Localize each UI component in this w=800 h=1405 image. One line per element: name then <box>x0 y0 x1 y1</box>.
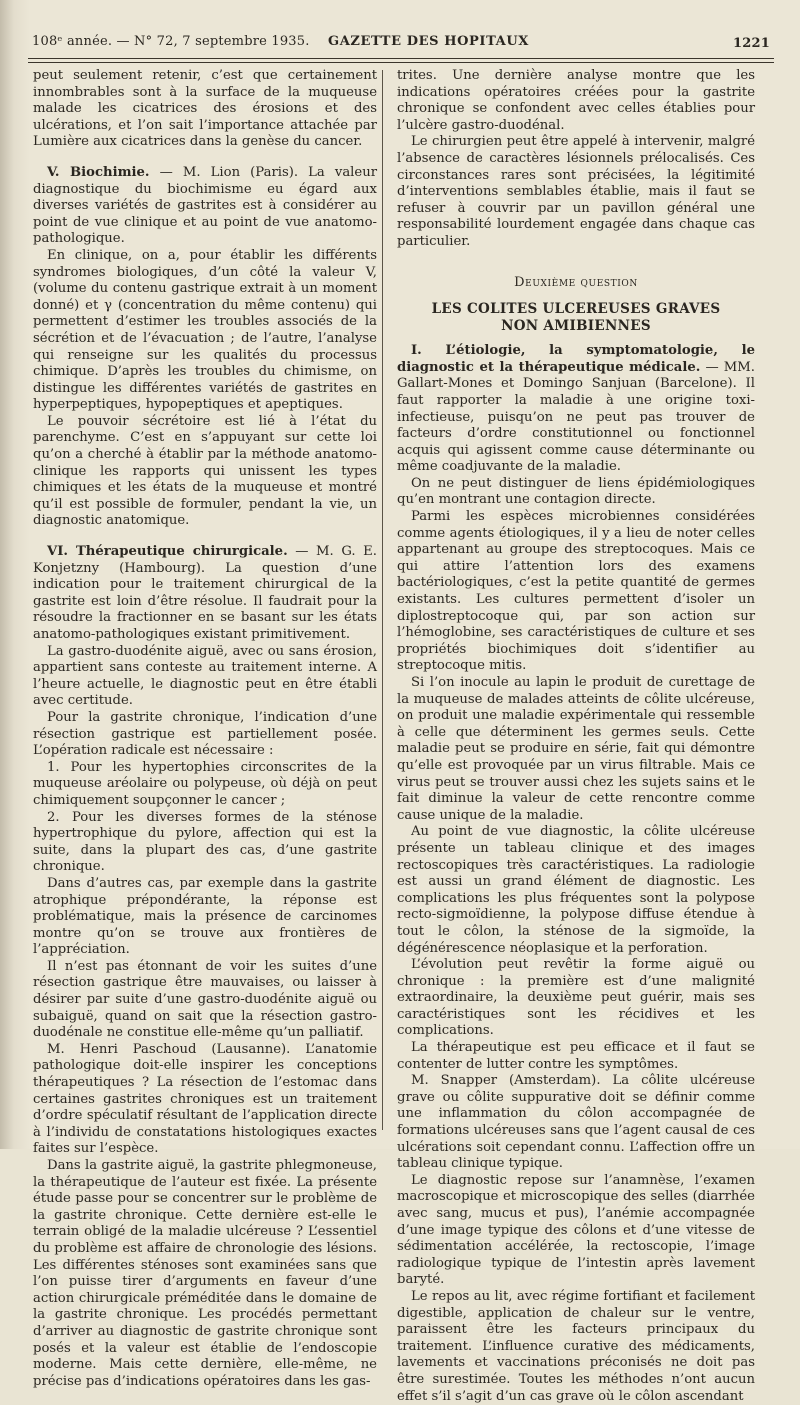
section-paragraph <box>33 165 377 248</box>
issue-info: 108ᵉ année. — N° 72, 7 septembre 1935. <box>32 34 310 49</box>
section-heading: VI. Thérapeutique chirurgicale. <box>47 544 288 560</box>
left-column <box>33 68 377 1390</box>
journal-title: GAZETTE DES HOPITAUX <box>328 34 529 49</box>
right-column <box>397 68 755 1405</box>
paragraph: La gastro-duodénite aiguë, avec ou sans érosion, appartient sans conteste au traitement interne. A l’heure actuelle, le diagnostic peut en être établi avec certitude. <box>33 643 377 709</box>
paragraph: Il n’est pas étonnant de voir les suites d’une résection gastrique être mauvaises, ou laisser à désirer par suite d’une gastro-duodénite aiguë ou subaiguë, quand on sait que la résection gastro-duodénale ne constitue elle-même qu’un palliatif. <box>33 958 377 1041</box>
paragraph: M. Snapper (Amsterdam). La côlite ulcéreuse grave ou côlite suppurative doit se définir comme une inflammation du côlon accompagnée de formations ulcéreuses sans que l’agent causal de ces ulcérations soit cependant connu. L’affection offre un tableau clinique typique. <box>397 1073 755 1172</box>
paragraph: La thérapeutique est peu efficace et il faut se contenter de lutter contre les symptômes. <box>397 1040 755 1072</box>
paragraph: L’évolution peut revêtir la forme aiguë ou chronique : la première est d’une malignité extraordinaire, la deuxième peut guérir, mais ses caractéristiques sont les récidives et les complications. <box>397 957 755 1039</box>
list-item: 2. Pour les diverses formes de la sténose hypertrophique du pylore, affection qui est la suite, dans la plupart des cas, d’une gastrite chronique. <box>33 809 377 875</box>
paragraph: Le repos au lit, avec régime fortifiant et facilement digestible, application de chaleur sur le ventre, paraissent être les facteurs principaux du traitement. L’influence curative des médicaments, lavements et vaccinations préconisés ne doit pas être surestimée. Toutes les méthodes n’ont aucun effet s’il s’agit d’un cas grave où le côlon ascendant <box>397 1288 755 1404</box>
section-heading: V. Biochimie. <box>47 164 150 180</box>
paragraph: M. Henri Paschoud (Lausanne). L’anatomie pathologique doit-elle inspirer les conceptions thérapeutiques ? La résection de l’estomac dans certaines gastrites chroniques est un traitement d’ordre spéculatif résultant de l’application directe à l’individu de constatations histologiques exactes faites sur l’espèce. <box>33 1041 377 1157</box>
section-paragraph <box>397 343 755 476</box>
question-title-line: LES COLITES ULCEREUSES GRAVES <box>431 301 721 318</box>
column-divider <box>382 70 383 1130</box>
paragraph: Pour la gastrite chronique, l’indication d’une résection gastrique est partiellement posée. L’opération radicale est nécessaire : <box>33 709 377 759</box>
paragraph: Si l’on inocule au lapin le produit de curettage de la muqueuse de malades atteints de côlite ulcéreuse, on produit une maladie expérimentale qui ressemble à celle que déterminent les germes seuls. Cette maladie peut se produire en série, fait qui démontre qu’elle est provoquée par un virus filtrable. Mais ce virus peut se trouver aussi chez les sujets sains et le fait diminue la valeur de cette rencontre comme cause unique de la maladie. <box>397 675 755 823</box>
section-paragraph <box>33 544 377 644</box>
paragraph: Le diagnostic repose sur l’anamnèse, l’examen macroscopique et microscopique des selles (diarrhée avec sang, mucus et pus), l’anémie accompagnée d’une image typique des côlons et d’une vitesse de sédimentation accélérée, la rectoscopie, l’image radiologique typique de l’intestin après lavement baryté. <box>397 1172 755 1288</box>
paragraph: Parmi les espèces microbiennes considérées comme agents étiologiques, il y a lieu de noter celles appartenant au groupe des streptocoques. Mais ce qui attire l’attention lors des examens bactériologiques, c’est la petite quantité de germes existants. Les cultures permettent d’isoler un diplostreptocoque qui, par son action sur l’hémoglobine, ses caractéristiques de culture et ses propriétés biochimiques doit s’identifier au streptocoque mitis. <box>397 509 755 674</box>
header-rule <box>28 58 774 59</box>
paragraph-text: — M. G. E. Konjetzny (Hambourg). La question d’une indication pour le traitement chirurgical de la gastrite est loin d’être résolue. Il faudrait pour la résoudre la fractionner en se basant sur les états anatomo-pathologiques existant primitivement. <box>33 544 377 642</box>
page-number: 1221 <box>733 36 770 51</box>
paragraph: Dans la gastrite aiguë, la gastrite phlegmoneuse, la thérapeutique de l’auteur est fixée. La présente étude passe pour se concentrer sur le problème de la gastrite chronique. Cette dernière est-elle le terrain obligé de la maladie ulcéreuse ? L’essentiel du problème est affaire de chronologie des lésions. Les différentes sténoses sont examinées sans que l’on puisse tirer d’arguments en faveur d’une action chirurgicale préméditée dans le domaine de la gastrite chronique. Les procédés permettant d’arriver au diagnostic de gastrite chronique sont posés et la valeur est établie de l’endoscopie moderne. Mais cette dernière, elle-même, ne précise pas d’indications opératoires dans les gas- <box>33 1158 377 1389</box>
paragraph: Dans d’autres cas, par exemple dans la gastrite atrophique prépondérante, la réponse est problématique, mais la présence de carcinomes montre qu’on se trouve aux frontières de l’appréciation. <box>33 875 377 958</box>
question-title <box>397 301 755 335</box>
running-header <box>32 34 770 56</box>
paragraph-text: — M. Lion (Paris). La valeur diagnostique du biochimisme eu égard aux diverses variétés de gastrites est à considérer au point de vue clinique et au point de vue anatomo-pathologique. <box>33 164 377 247</box>
paragraph: Le chirurgien peut être appelé à intervenir, malgré l’absence de caractères lésionnels prélocalisés. Ces circonstances rares sont précisées, la légitimité d’interventions semblables établie, mais il faut se refuser à couvrir par un pavillon général une responsabilité lourdement engagée dans chaque cas particulier. <box>397 134 755 249</box>
question-label: Deuxième question <box>514 274 638 290</box>
paragraph: Au point de vue diagnostic, la côlite ulcéreuse présente un tableau clinique et des images rectoscopiques très caractéristiques. La radiologie est aussi un grand élément de diagnostic. Les complications les plus fréquentes sont la polypose recto-sigmoïdienne, la polypose diffuse étendue à tout le côlon, la sténose de la sigmoïde, la dégénérescence néoplasique et la perforation. <box>397 824 755 956</box>
paragraph: En clinique, on a, pour établir les différents syndromes biologiques, d’un côté la valeur V, (volume du contenu gastrique extrait à un moment donné) et γ (concentration du même contenu) qui permettent d’estimer les troubles associés de la sécrétion et de l’évacuation ; de l’autre, l’analyse qui renseigne sur les qualités du processus chimique. D’après les troubles du chimisme, on distingue les différentes variétés de gastrites en hyperpeptiques, hypopeptiques et apeptiques. <box>33 247 377 413</box>
paragraph: On ne peut distinguer de liens épidémiologiques qu’en montrant une contagion directe. <box>397 475 755 508</box>
paragraph: trites. Une dernière analyse montre que les indications opératoires créées pour la gastrite chronique se confondent avec celles établies pour l’ulcère gastro-duodénal. <box>397 68 755 133</box>
paragraph: Le pouvoir sécrétoire est lié à l’état du parenchyme. C’est en s’appuyant sur cette loi qu’on a cherché à établir par la méthode anatomo-clinique les rapports qui unissent les types chimiques et les états de la muqueuse et montré qu’il est possible de formuler, pendant la vie, un diagnostic anatomique. <box>33 413 377 529</box>
section-heading: I. L’étiologie, la symptomatologie, le diagnostic et la thérapeutique médicale. <box>397 343 755 375</box>
list-item: 1. Pour les hypertophies circonscrites de la muqueuse aréolaire ou polypeuse, où déjà on peut chimiquement soupçonner le cancer ; <box>33 759 377 808</box>
question-title-line: NON AMIBIENNES <box>501 318 651 335</box>
header-rule-double <box>28 62 774 63</box>
paragraph-text: — MM. Gallart-Mones et Domingo Sanjuan (Barcelone). Il faut rapporter la maladie à une origine toxi-infectieuse, puisqu’on ne peut pas trouver de facteurs d’ordre constitutionnel ou fonctionnel acquis qui agissent comme cause déterminante ou même coadjuvante de la maladie. <box>397 359 755 475</box>
paragraph: peut seulement retenir, c’est que certainement innombrables sont à la surface de la muqueuse malade les cicatrices des érosions et des ulcérations, et l’on sait l’importance attachée par Lumière aux cicatrices dans la genèse du cancer. <box>33 68 377 150</box>
